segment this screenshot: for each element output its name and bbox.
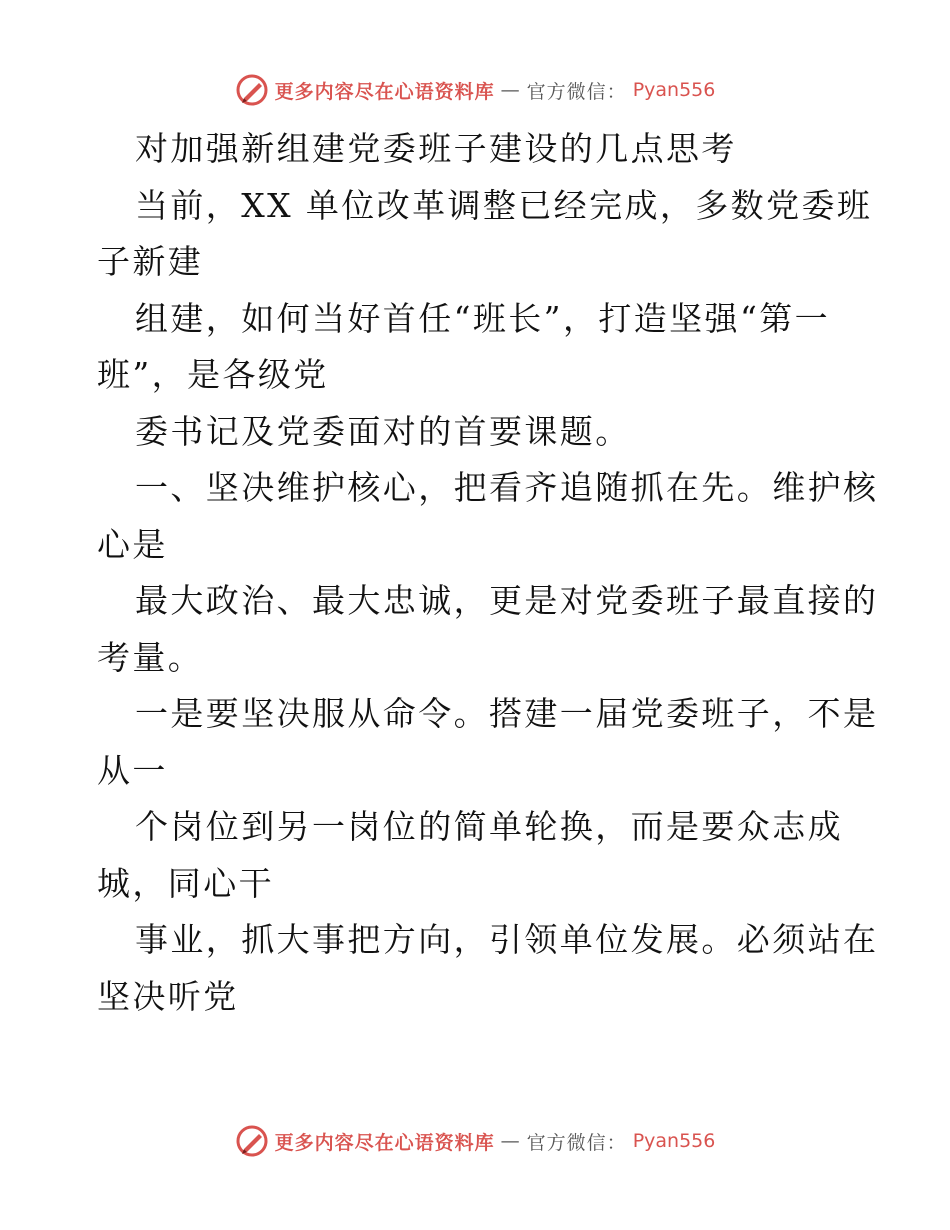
pen-logo-icon [235, 73, 269, 107]
document-line: 个岗位到另一岗位的简单轮换，而是要众志成 [135, 807, 843, 846]
watermark-wechat-label: 官方微信： [526, 1131, 627, 1154]
document-line: 对加强新组建党委班子建设的几点思考 [135, 129, 737, 168]
watermark-separator: — [500, 79, 521, 101]
document-body [97, 121, 879, 1025]
document-line: 城，同心干 [97, 863, 274, 903]
document-line: 当前，XX 单位改革调整已经完成，多数党委班 [135, 185, 873, 225]
document-line: 考量。 [97, 637, 204, 677]
watermark-wechat-id: Pyan556 [632, 79, 716, 101]
pen-logo-icon [235, 1124, 269, 1158]
document-line: 子新建 [97, 242, 204, 281]
watermark-wechat-id: Pyan556 [632, 1130, 716, 1152]
document-line: 从一 [97, 750, 168, 790]
document-line: 委书记及党委面对的首要课题。 [135, 411, 631, 451]
document-line: 一是要坚决服从命令。搭建一届党委班子，不是 [135, 694, 879, 733]
document-line: 班”，是各级党 [97, 355, 329, 394]
watermark-separator: — [500, 1130, 521, 1152]
watermark-wechat-label: 官方微信： [526, 80, 627, 103]
header-watermark [0, 70, 950, 110]
footer-watermark [0, 1121, 950, 1161]
document-line: 坚决听党 [97, 976, 239, 1016]
document-line: 一、坚决维护核心，把看齐追随抓在先。维护核 [135, 468, 879, 507]
document-line: 最大政治、最大忠诚，更是对党委班子最直接的 [135, 581, 879, 620]
document-line: 组建，如何当好首任“班长”，打造坚强“第一 [135, 298, 831, 338]
document-line: 心是 [97, 524, 168, 564]
document-line: 事业，抓大事把方向，引领单位发展。必须站在 [135, 920, 879, 959]
watermark-site-name: 更多内容尽在心语资料库 [274, 1131, 495, 1154]
watermark-site-name: 更多内容尽在心语资料库 [274, 80, 495, 103]
